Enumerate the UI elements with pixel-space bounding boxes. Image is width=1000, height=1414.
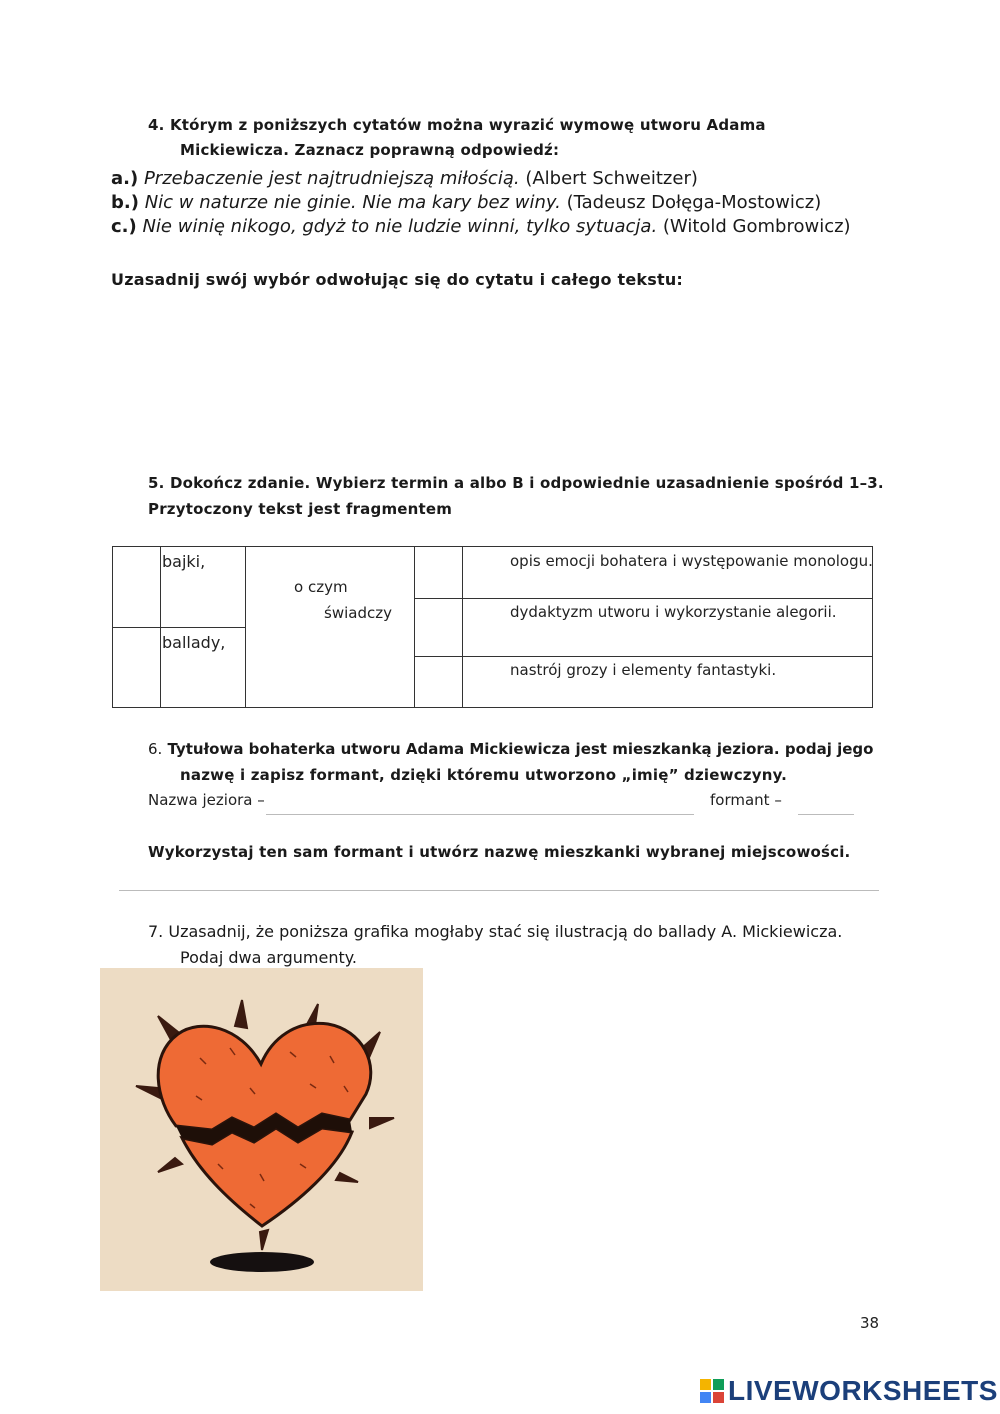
q4-option-c[interactable] — [111, 216, 851, 237]
reason-2: dydaktyzm utworu i wykorzystanie alegorii. — [510, 603, 837, 621]
term-checkbox-b[interactable] — [112, 627, 161, 708]
reason-1: opis emocji bohatera i występowanie monologu. — [510, 552, 873, 570]
q6-number: 6. — [148, 740, 163, 758]
q7-line2: Podaj dwa argumenty. — [180, 948, 358, 967]
option-label: b.) — [111, 192, 139, 213]
connector-text-2: świadczy — [324, 604, 392, 622]
option-label: c.) — [111, 216, 137, 237]
q4-line2: Mickiewicza. Zaznacz poprawną odpowiedź: — [180, 141, 560, 159]
page-number: 38 — [860, 1314, 880, 1332]
reason-checkbox-2[interactable] — [414, 598, 463, 657]
term-a: bajki, — [162, 552, 206, 571]
option-author: (Tadeusz Dołęga-Mostowicz) — [560, 192, 822, 213]
q4-line1: 4. Którym z poniższych cytatów można wyrazić wymowę utworu Adama — [148, 116, 766, 134]
q5-line2: Przytoczony tekst jest fragmentem — [148, 500, 453, 518]
liveworksheets-logo — [700, 1376, 998, 1406]
q6-line1-text: Tytułowa bohaterka utworu Adama Mickiewicza jest mieszkanką jeziora. podaj jego — [162, 740, 874, 758]
q7-line1: 7. Uzasadnij, że poniższa grafika mogłaby stać się ilustracją do ballady A. Mickiewicza. — [148, 922, 843, 941]
q4-option-b[interactable] — [111, 192, 821, 213]
connector-cell — [245, 546, 415, 708]
term-b: ballady, — [162, 633, 226, 652]
q6-line2: nazwę i zapisz formant, dzięki któremu utworzono „imię” dziewczyny. — [180, 766, 788, 784]
option-quote: Nic w naturze nie ginie. Nie ma kary bez winy. — [144, 192, 561, 213]
q5-line1: 5. Dokończ zdanie. Wybierz termin a albo B i odpowiednie uzasadnienie spośród 1–3. — [148, 474, 884, 492]
q4-justify-instruction: Uzasadnij swój wybór odwołując się do cytatu i całego tekstu: — [111, 270, 684, 289]
term-checkbox-a[interactable] — [112, 546, 161, 628]
q4-answer-area[interactable] — [111, 300, 881, 450]
lake-answer-line[interactable] — [266, 814, 694, 815]
logo-blocks-icon — [700, 1379, 724, 1403]
formant-label: formant – — [710, 791, 782, 809]
lake-label: Nazwa jeziora – — [148, 791, 265, 809]
cactus-heart-illustration — [100, 968, 423, 1291]
formant-answer-line[interactable] — [798, 814, 854, 815]
q6-task-answer-line[interactable] — [119, 890, 879, 891]
option-author: (Albert Schweitzer) — [519, 168, 698, 189]
option-author: (Witold Gombrowicz) — [657, 216, 851, 237]
brand-name: LIVEWORKSHEETS — [728, 1375, 998, 1406]
reason-checkbox-3[interactable] — [414, 656, 463, 708]
reason-3: nastrój grozy i elementy fantastyki. — [510, 661, 777, 679]
option-quote: Przebaczenie jest najtrudniejszą miłością. — [143, 168, 520, 189]
option-label: a.) — [111, 168, 139, 189]
q6-line1 — [148, 740, 873, 758]
option-quote: Nie winię nikogo, gdyż to nie ludzie winni, tylko sytuacja. — [142, 216, 658, 237]
heart-icon — [100, 968, 423, 1291]
connector-text-1: o czym — [294, 578, 348, 596]
q6-task: Wykorzystaj ten sam formant i utwórz nazwę mieszkanki wybranej miejscowości. — [148, 843, 851, 861]
q5-table — [112, 546, 873, 708]
q4-option-a[interactable] — [111, 168, 698, 189]
reason-checkbox-1[interactable] — [414, 546, 463, 599]
